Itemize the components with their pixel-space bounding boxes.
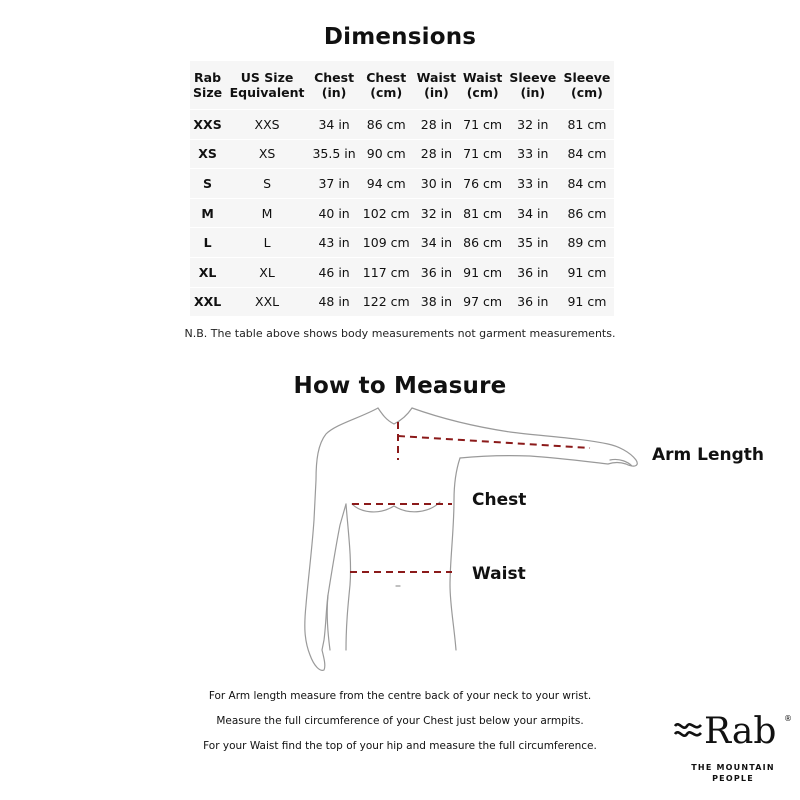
table-cell: XS xyxy=(225,139,309,169)
table-cell: 35 in xyxy=(506,228,560,258)
table-cell: XXS xyxy=(225,110,309,140)
table-cell: M xyxy=(225,198,309,228)
table-row xyxy=(190,198,614,228)
table-cell: 30 in xyxy=(413,169,459,199)
table-cell: 122 cm xyxy=(359,287,413,316)
table-cell: 117 cm xyxy=(359,257,413,287)
rab-size-cell: XL xyxy=(190,257,225,287)
table-row xyxy=(190,287,614,316)
table-cell: 90 cm xyxy=(359,139,413,169)
table-row xyxy=(190,257,614,287)
table-cell: 71 cm xyxy=(460,110,506,140)
table-cell: 86 cm xyxy=(560,198,614,228)
rab-size-cell: S xyxy=(190,169,225,199)
table-cell: 71 cm xyxy=(460,139,506,169)
dimensions-title: Dimensions xyxy=(323,24,477,50)
table-cell: 109 cm xyxy=(359,228,413,258)
tagline-line-2: PEOPLE xyxy=(712,774,754,783)
column-header: US Size Equivalent xyxy=(225,61,309,110)
table-row xyxy=(190,169,614,199)
rab-size-cell: XS xyxy=(190,139,225,169)
right-arm-outline xyxy=(412,408,637,466)
table-cell: 86 cm xyxy=(359,110,413,140)
arm-length-label: Arm Length xyxy=(652,445,765,465)
table-cell: 33 in xyxy=(506,169,560,199)
brand-tagline xyxy=(678,762,788,784)
table-cell: 48 in xyxy=(309,287,359,316)
table-cell: 97 cm xyxy=(460,287,506,316)
table-cell: S xyxy=(225,169,309,199)
table-cell: 46 in xyxy=(309,257,359,287)
column-header: Waist (cm) xyxy=(460,61,506,110)
waist-instruction: For your Waist find the top of your hip and measure the full circumference. xyxy=(203,740,597,752)
logo-wordmark: Rab xyxy=(704,711,777,752)
rab-size-cell: XXL xyxy=(190,287,225,316)
column-header: Sleeve (cm) xyxy=(560,61,614,110)
table-cell: 40 in xyxy=(309,198,359,228)
table-cell: 76 cm xyxy=(460,169,506,199)
size-table xyxy=(190,61,614,316)
table-cell: 94 cm xyxy=(359,169,413,199)
column-header: Sleeve (in) xyxy=(506,61,560,110)
left-arm-outline xyxy=(305,408,378,670)
rab-size-cell: M xyxy=(190,198,225,228)
table-cell: 91 cm xyxy=(560,287,614,316)
waist-label: Waist xyxy=(472,564,526,584)
column-header: Chest (cm) xyxy=(359,61,413,110)
left-forearm-inner xyxy=(327,595,330,650)
table-cell: 32 in xyxy=(413,198,459,228)
table-row xyxy=(190,110,614,140)
table-cell: L xyxy=(225,228,309,258)
registered-mark: ® xyxy=(784,714,792,723)
table-cell: 35.5 in xyxy=(309,139,359,169)
size-table-header-row xyxy=(190,61,614,110)
rab-size-cell: XXS xyxy=(190,110,225,140)
column-header: Waist (in) xyxy=(413,61,459,110)
table-cell: XL xyxy=(225,257,309,287)
column-header: Chest (in) xyxy=(309,61,359,110)
table-cell: 32 in xyxy=(506,110,560,140)
table-row xyxy=(190,228,614,258)
table-cell: 33 in xyxy=(506,139,560,169)
how-to-measure-title: How to Measure xyxy=(293,373,507,399)
table-cell: 102 cm xyxy=(359,198,413,228)
body-measurement-note: N.B. The table above shows body measurements not garment measurements. xyxy=(184,327,616,340)
torso-left-outline xyxy=(346,504,351,650)
table-cell: 81 cm xyxy=(560,110,614,140)
column-header: Rab Size xyxy=(190,61,225,110)
neck-outline xyxy=(378,408,412,424)
arm-length-instruction: For Arm length measure from the centre back of your neck to your wrist. xyxy=(208,690,592,702)
table-cell: 36 in xyxy=(506,257,560,287)
table-cell: 34 in xyxy=(309,110,359,140)
table-cell: 36 in xyxy=(413,257,459,287)
mountain-wave-icon xyxy=(674,720,704,744)
body-outline-diagram xyxy=(290,400,650,690)
table-row xyxy=(190,139,614,169)
table-cell: 81 cm xyxy=(460,198,506,228)
table-cell: 34 in xyxy=(506,198,560,228)
table-cell: 86 cm xyxy=(460,228,506,258)
rab-size-cell: L xyxy=(190,228,225,258)
table-cell: 84 cm xyxy=(560,169,614,199)
table-cell: 43 in xyxy=(309,228,359,258)
table-cell: 28 in xyxy=(413,139,459,169)
table-cell: 37 in xyxy=(309,169,359,199)
torso-right-outline xyxy=(450,458,460,650)
tagline-line-1: THE MOUNTAIN xyxy=(691,763,775,772)
table-cell: 34 in xyxy=(413,228,459,258)
chest-instruction: Measure the full circumference of your Chest just below your armpits. xyxy=(216,715,584,727)
table-cell: 91 cm xyxy=(560,257,614,287)
table-cell: XXL xyxy=(225,287,309,316)
chest-label: Chest xyxy=(472,490,527,510)
table-cell: 89 cm xyxy=(560,228,614,258)
table-cell: 28 in xyxy=(413,110,459,140)
table-cell: 36 in xyxy=(506,287,560,316)
table-cell: 84 cm xyxy=(560,139,614,169)
table-cell: 38 in xyxy=(413,287,459,316)
table-cell: 91 cm xyxy=(460,257,506,287)
